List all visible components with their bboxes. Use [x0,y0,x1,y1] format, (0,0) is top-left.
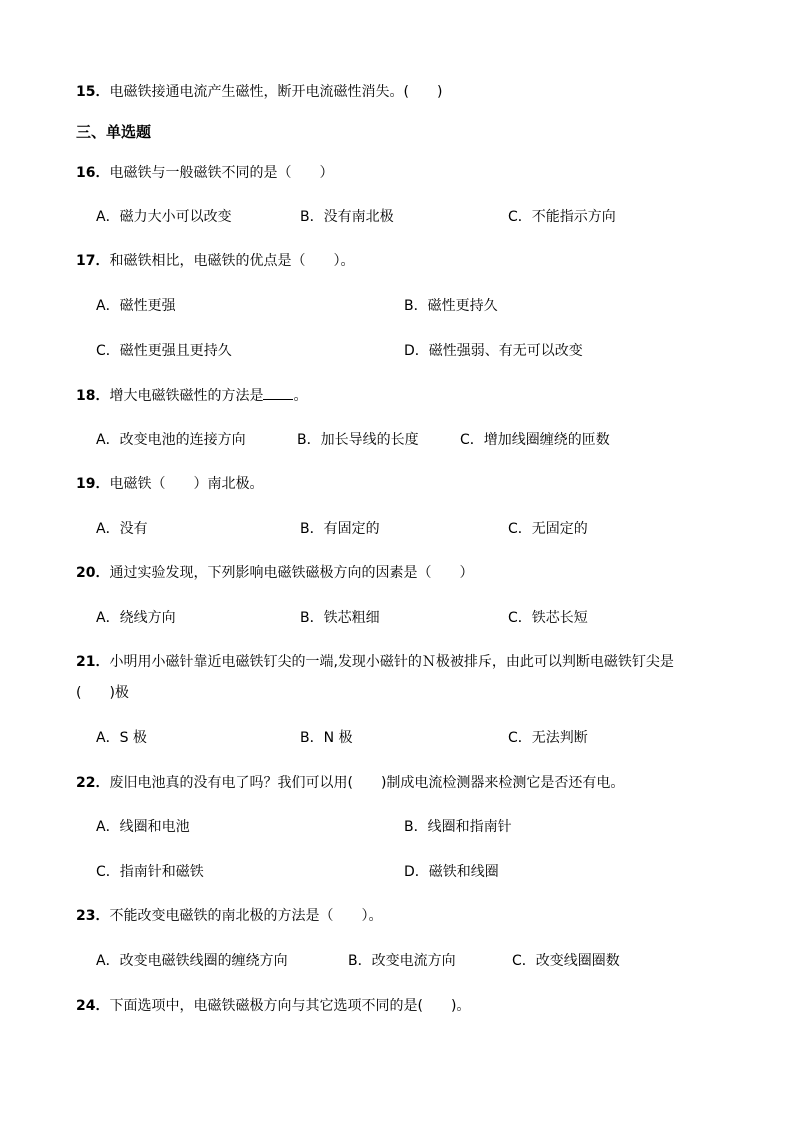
question-text: 增大电磁铁磁性的方法是 [109,388,264,404]
q19-option-c[interactable]: C．无固定的 [508,521,588,537]
q18-option-a[interactable]: A．改变电池的连接方向 [96,432,246,448]
question-16 [76,163,333,183]
q22-option-a[interactable]: A．线圈和电池 [96,819,190,835]
q22-option-d[interactable]: D．磁铁和线圈 [404,864,499,880]
q21-option-c[interactable]: C．无法判断 [508,730,588,746]
question-number: 22． [76,775,110,791]
q16-option-c[interactable]: C．不能指示方向 [508,209,616,225]
q20-option-b[interactable]: B．铁芯粗细 [300,610,380,626]
question-21-continued: ( )极 [76,685,129,701]
question-number: 15． [76,84,110,100]
question-text: 不能改变电磁铁的南北极的方法是（ ）。 [109,908,383,924]
question-text: 下面选项中，电磁铁磁极方向与其它选项不同的是( )。 [109,998,471,1014]
q22-option-c[interactable]: C．指南针和磁铁 [96,864,204,880]
question-number: 19． [76,476,110,492]
question-number: 21． [76,654,110,670]
q18-option-b[interactable]: B．加长导线的长度 [297,432,419,448]
q18-option-c[interactable]: C．增加线圈缠绕的匝数 [460,432,610,448]
q19-option-a[interactable]: A．没有 [96,521,148,537]
q21-option-b[interactable]: B．N 极 [300,730,353,746]
q17-option-a[interactable]: A．磁性更强 [96,298,176,314]
question-number: 18． [76,388,110,404]
question-number: 20． [76,565,110,581]
question-22 [76,773,624,793]
q17-option-b[interactable]: B．磁性更持久 [404,298,498,314]
question-text-end: 。 [293,388,308,404]
q17-option-c[interactable]: C．磁性更强且更持久 [96,343,232,359]
q19-option-b[interactable]: B．有固定的 [300,521,380,537]
question-21 [76,652,674,672]
question-number: 17． [76,253,110,269]
q20-option-c[interactable]: C．铁芯长短 [508,610,588,626]
q21-option-a[interactable]: A．S 极 [96,730,147,746]
question-number: 16． [76,165,110,181]
question-text: 废旧电池真的没有电了吗？我们可以用( )制成电流检测器来检测它是否还有电。 [109,775,625,791]
q16-option-b[interactable]: B．没有南北极 [300,209,394,225]
question-18 [76,385,307,405]
question-15 [76,82,442,102]
q20-option-a[interactable]: A．绕线方向 [96,610,176,626]
question-text: 电磁铁与一般磁铁不同的是（ ） [109,165,334,181]
question-24 [76,996,470,1016]
q22-option-b[interactable]: B．线圈和指南针 [404,819,512,835]
q16-option-a[interactable]: A．磁力大小可以改变 [96,209,232,225]
question-text: 和磁铁相比，电磁铁的优点是（ ）。 [109,253,355,269]
question-text: 通过实验发现，下列影响电磁铁磁极方向的因素是（ ） [109,565,474,581]
question-19 [76,474,263,494]
question-number: 23． [76,908,110,924]
question-23 [76,906,382,926]
question-text: 电磁铁（ ）南北极。 [109,476,264,492]
question-text: 电磁铁接通电流产生磁性，断开电流磁性消失。( ) [109,84,443,100]
q23-option-b[interactable]: B．改变电流方向 [348,953,456,969]
q17-option-d[interactable]: D．磁性强弱、有无可以改变 [404,343,583,359]
question-20 [76,563,473,583]
q23-option-a[interactable]: A．改变电磁铁线圈的缠绕方向 [96,953,288,969]
answer-blank[interactable] [263,385,293,400]
q23-option-c[interactable]: C．改变线圈圈数 [512,953,620,969]
question-text: 小明用小磁针靠近电磁铁钉尖的一端,发现小磁针的Ｎ极被排斥，由此可以判断电磁铁钉尖是 [109,654,674,670]
question-17 [76,251,354,271]
question-number: 24． [76,998,110,1014]
section-title: 三、单选题 [76,123,152,141]
